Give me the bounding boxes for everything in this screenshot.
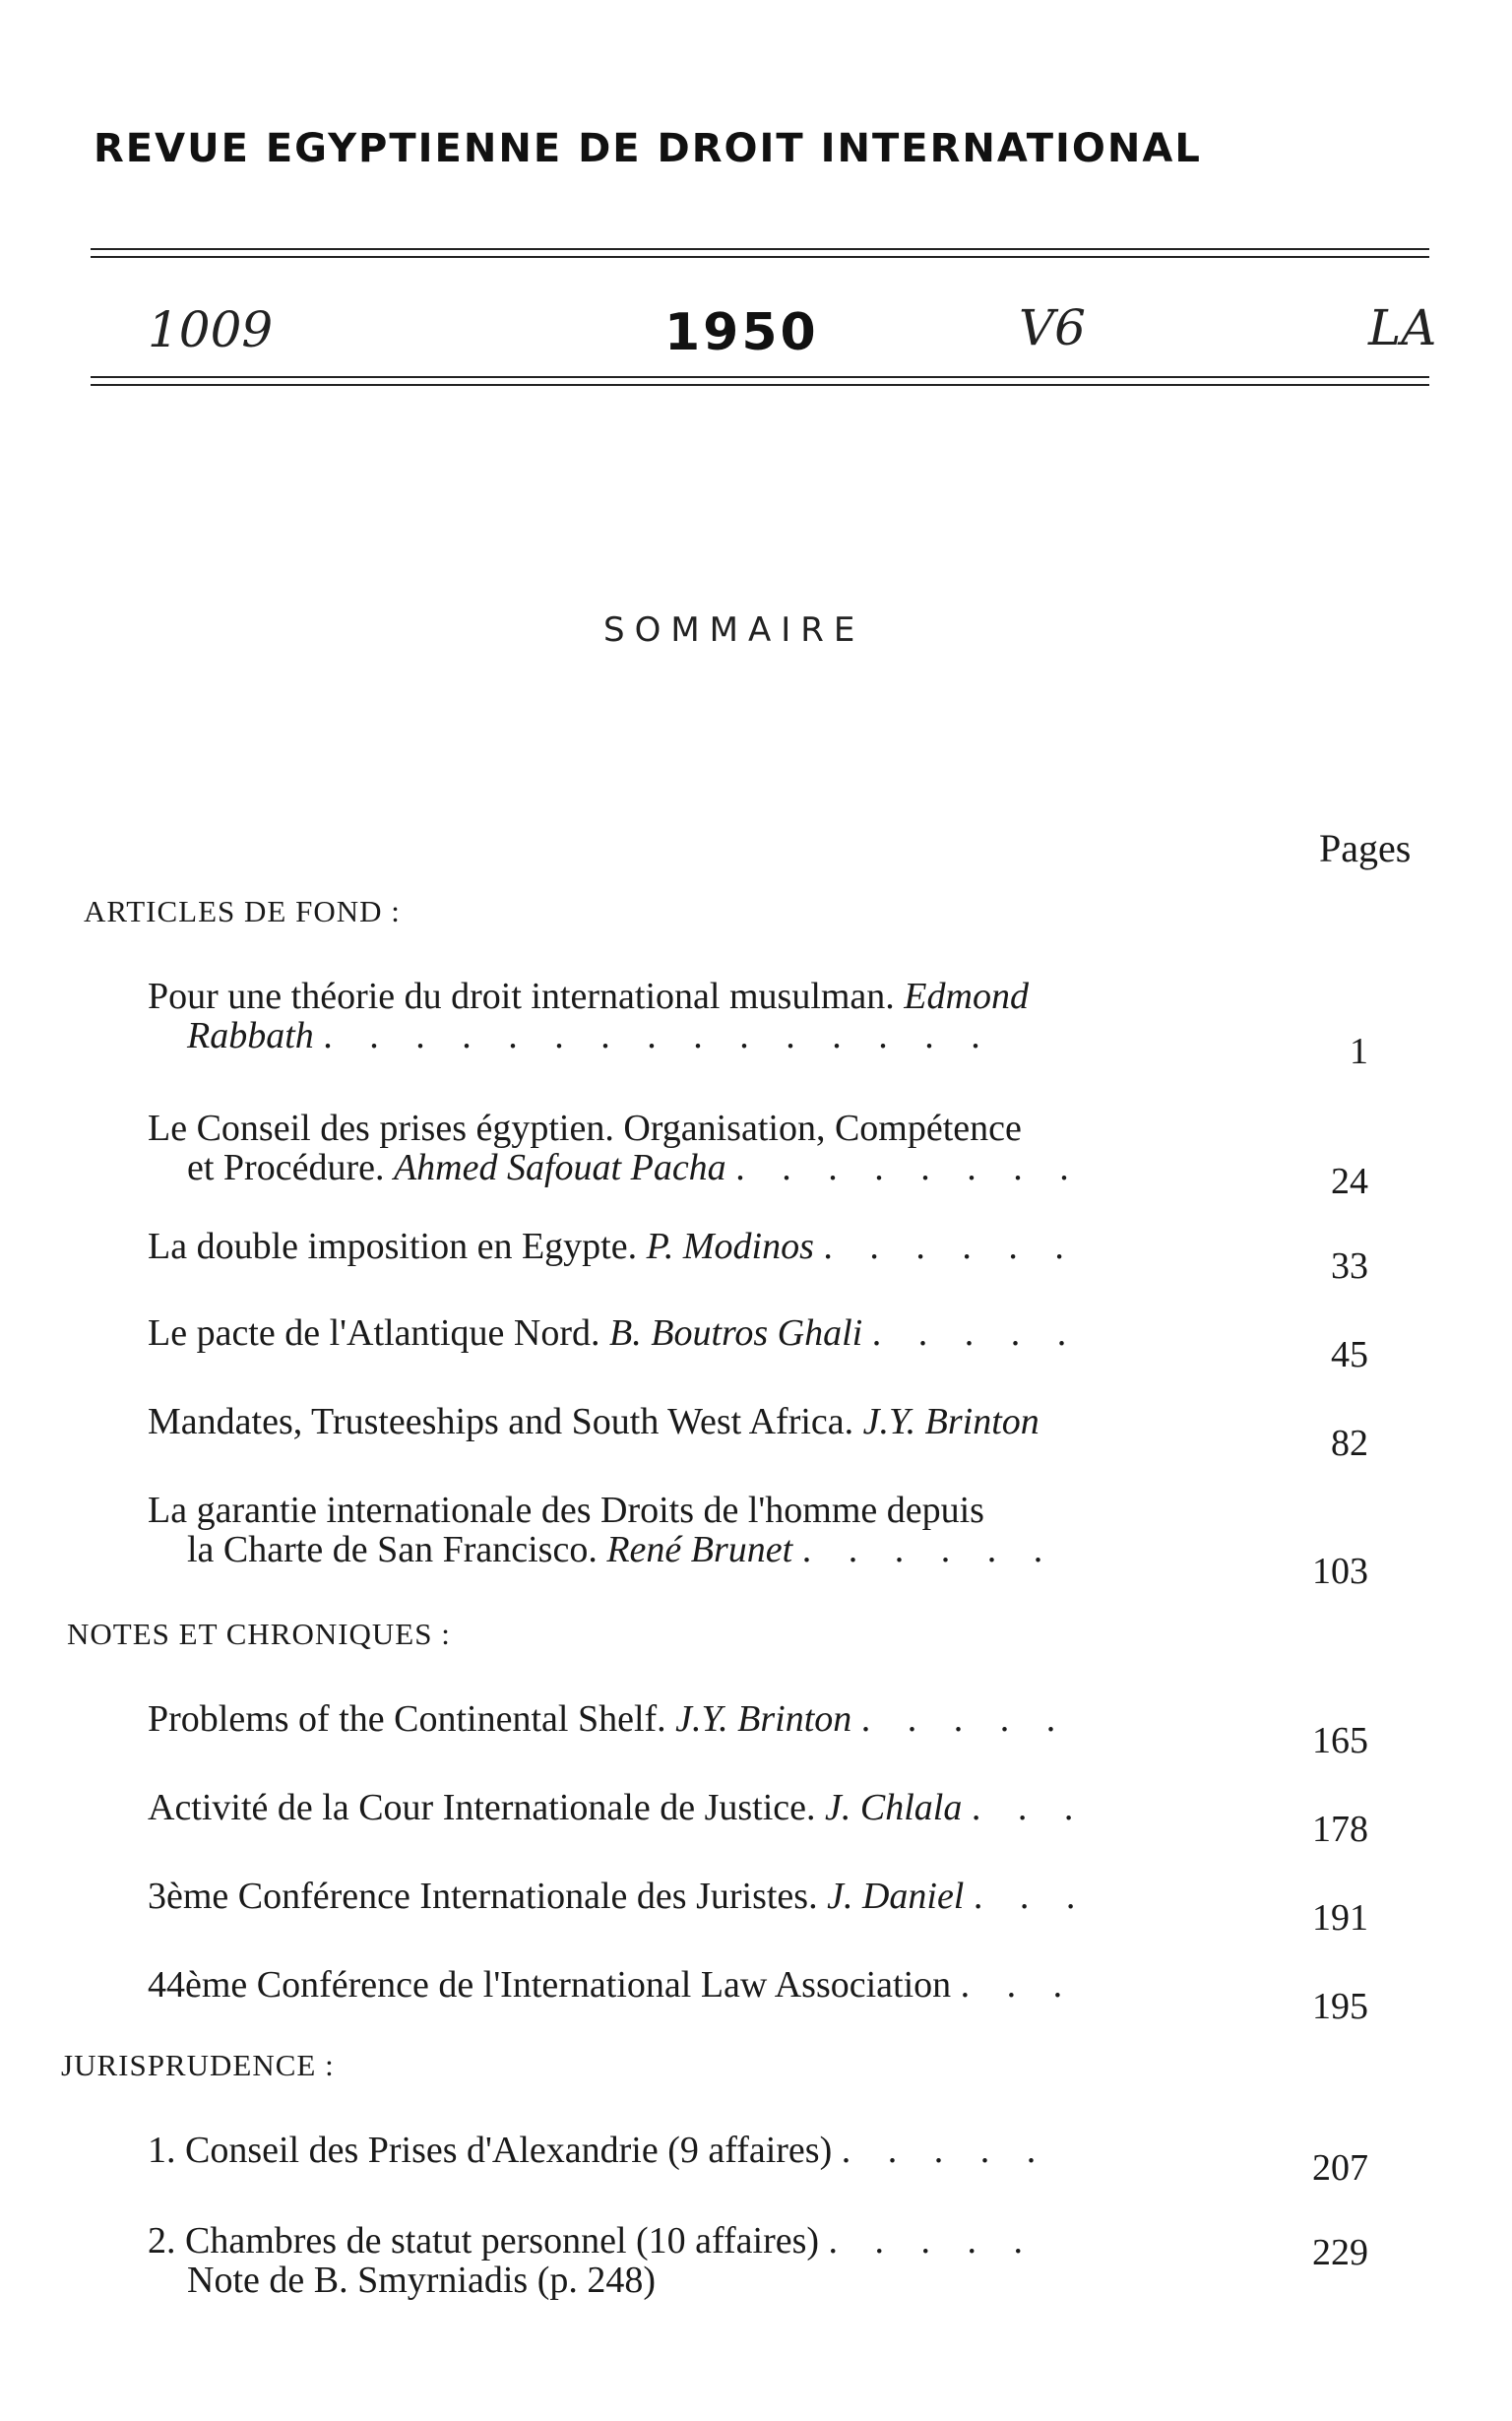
header-rule-bottom-2 — [91, 384, 1429, 386]
toc-entry[interactable] — [148, 1877, 1211, 1916]
page-number: 229 — [1312, 2232, 1368, 2273]
page-number: 165 — [1312, 1720, 1368, 1761]
toc-entry[interactable] — [148, 1313, 1211, 1353]
toc-entry[interactable] — [148, 1491, 1211, 1569]
entry-title: Pour une théorie du droit international musulman. — [148, 976, 895, 1017]
entry-title: 1. Conseil des Prises d'Alexandrie (9 affaires) — [148, 2130, 833, 2171]
year-row — [0, 295, 1512, 374]
page-number: 207 — [1312, 2147, 1368, 2189]
entry-author: B. Boutros Ghali — [609, 1312, 863, 1354]
leader-dots: . . . . . — [828, 2220, 1038, 2262]
entry-title-cont: et Procédure. — [187, 1147, 385, 1188]
toc-entry[interactable] — [148, 2221, 1211, 2300]
handwritten-annotation-left: 1009 — [148, 301, 274, 358]
leader-dots: . . . — [973, 1876, 1090, 1917]
page-number: 103 — [1312, 1551, 1368, 1592]
page-number: 33 — [1331, 1245, 1368, 1287]
entry-title: La double imposition en Egypte. — [148, 1226, 638, 1267]
entry-title: Problems of the Continental Shelf. — [148, 1698, 666, 1740]
entry-title: Activité de la Cour Internationale de Justice. — [148, 1787, 816, 1828]
entry-author: J. Chlala — [825, 1787, 963, 1828]
publication-year: 1950 — [664, 303, 819, 362]
toc-entry[interactable] — [148, 1109, 1211, 1187]
sommaire-heading: SOMMAIRE — [603, 610, 865, 650]
toc-entry[interactable] — [148, 1402, 1211, 1441]
header-rule-top-2 — [91, 256, 1429, 258]
leader-dots: . . . . . . — [823, 1226, 1078, 1267]
entry-title: La garantie internationale des Droits de l'homme depuis — [148, 1490, 984, 1531]
toc-entry[interactable] — [148, 2131, 1211, 2170]
entry-author: Ahmed Safouat Pacha — [393, 1147, 726, 1188]
section-title-jurisprudence: JURISPRUDENCE : — [61, 2048, 335, 2082]
page-number: 45 — [1331, 1334, 1368, 1375]
toc-entry[interactable] — [148, 1965, 1211, 2005]
handwritten-annotation-right: LA — [1368, 299, 1437, 356]
entry-author: J.Y. Brinton — [675, 1698, 852, 1740]
entry-author-part: Edmond — [904, 976, 1029, 1017]
entry-author: P. Modinos — [646, 1226, 814, 1267]
page-number: 191 — [1312, 1897, 1368, 1939]
leader-dots: . . . — [971, 1787, 1088, 1828]
page-number: 1 — [1350, 1031, 1368, 1072]
header-rule-top — [91, 248, 1429, 250]
entry-title: Mandates, Trusteeships and South West Africa. — [148, 1401, 854, 1442]
page-number: 24 — [1331, 1161, 1368, 1202]
entry-note: Note de B. Smyrniadis (p. 248) — [187, 2260, 657, 2301]
entry-author: René Brunet — [606, 1529, 793, 1570]
handwritten-annotation-middle: V6 — [1019, 299, 1086, 356]
pages-column-label: Pages — [1319, 826, 1412, 870]
entry-title: 44ème Conférence de l'International Law Association — [148, 1964, 952, 2006]
header-rule-bottom — [91, 376, 1429, 378]
page-number: 178 — [1312, 1809, 1368, 1850]
entry-author: J. Daniel — [827, 1876, 965, 1917]
leader-dots: . . . . . . — [801, 1529, 1057, 1570]
entry-title: Le pacte de l'Atlantique Nord. — [148, 1312, 600, 1354]
leader-dots: . . . . . — [841, 2130, 1050, 2171]
toc-entry[interactable] — [148, 977, 1211, 1055]
page-number: 195 — [1312, 1986, 1368, 2027]
entry-title: Le Conseil des prises égyptien. Organisation, Compétence — [148, 1108, 1022, 1149]
entry-title: 3ème Conférence Internationale des Juristes. — [148, 1876, 818, 1917]
leader-dots: . . . . . — [871, 1312, 1081, 1354]
leader-dots: . . . . . — [860, 1698, 1070, 1740]
entry-title-cont: la Charte de San Francisco. — [187, 1529, 598, 1570]
toc-entry[interactable] — [148, 1227, 1211, 1266]
leader-dots: . . . — [960, 1964, 1077, 2006]
section-title-articles: ARTICLES DE FOND : — [84, 894, 401, 928]
journal-title: REVUE EGYPTIENNE DE DROIT INTERNATIONAL — [94, 126, 1202, 171]
leader-dots: . . . . . . . . . . . . . . . — [323, 1015, 994, 1056]
toc-entry[interactable] — [148, 1699, 1211, 1739]
toc-entry[interactable] — [148, 1788, 1211, 1827]
entry-title: 2. Chambres de statut personnel (10 affaires) — [148, 2220, 820, 2262]
page-number: 82 — [1331, 1423, 1368, 1464]
entry-author: Rabbath — [187, 1015, 314, 1056]
leader-dots: . . . . . . . . — [735, 1147, 1083, 1188]
entry-author: J.Y. Brinton — [862, 1401, 1040, 1442]
section-title-notes: NOTES ET CHRONIQUES : — [67, 1617, 451, 1651]
